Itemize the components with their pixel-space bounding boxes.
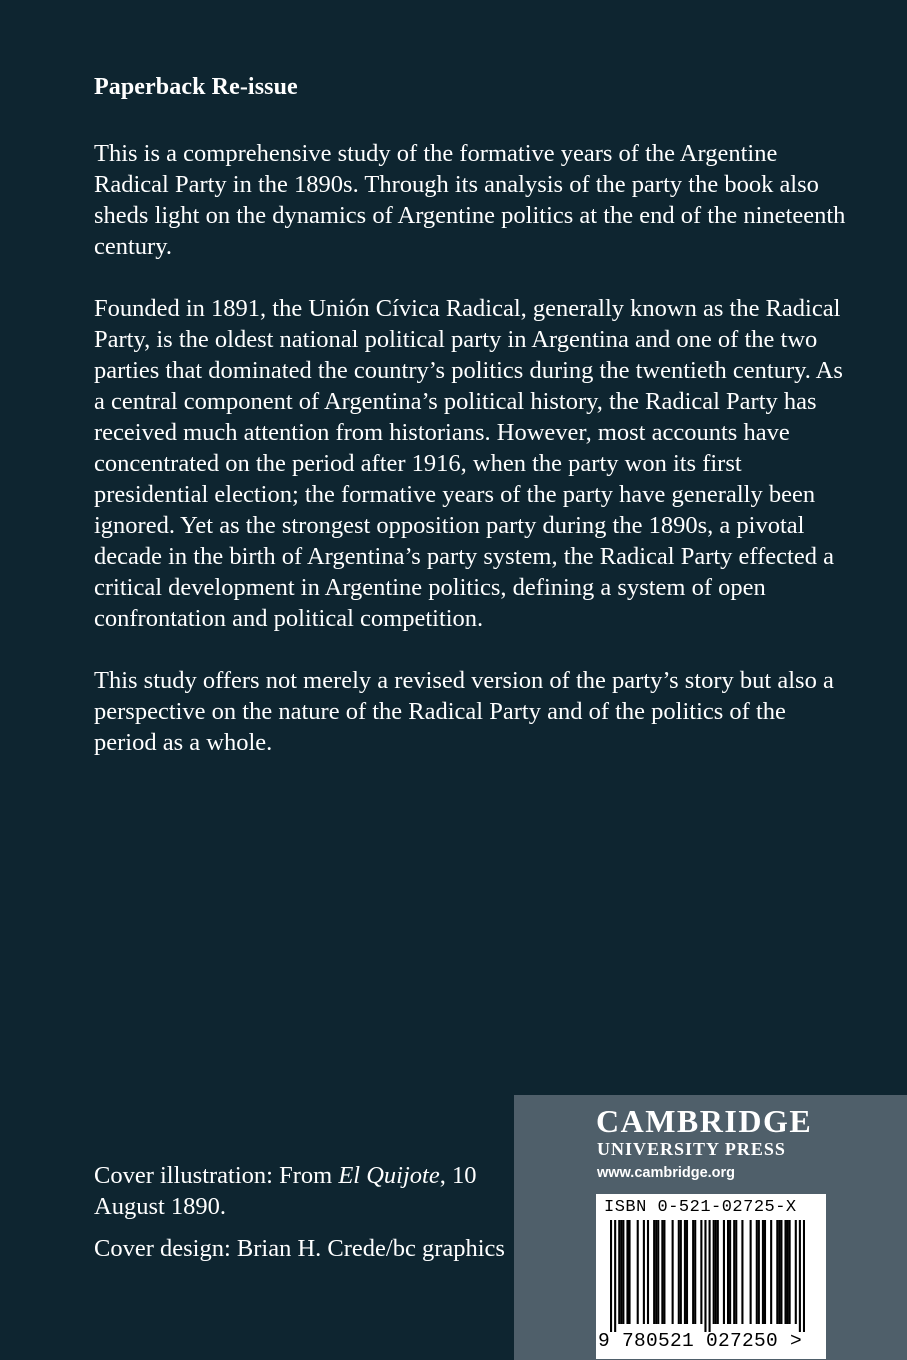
barcode-graphic [610,1220,805,1332]
publisher-logo-press: UNIVERSITY PRESS [597,1139,786,1159]
barcode-bar [764,1220,766,1324]
barcode-bar [723,1220,725,1324]
barcode-bar [733,1220,735,1324]
barcode-bar [762,1220,764,1324]
design-credit: Cover design: Brian H. Crede/bc graphics [94,1235,505,1262]
illustration-credit-suffix: , 10 August 1890. [94,1162,477,1220]
barcode-bar [750,1220,752,1324]
barcode-bar [628,1220,630,1324]
barcode-bar [795,1220,797,1324]
barcode-bar [735,1220,737,1324]
publisher-url: www.cambridge.org [597,1165,736,1181]
barcode-bar [780,1220,782,1324]
barcode-bar [715,1220,717,1324]
illustration-credit [94,1160,514,1222]
publisher-panel [514,1095,907,1360]
barcode-bar [686,1220,688,1324]
barcode-bar [672,1220,674,1324]
blurb [94,138,854,789]
barcode-bar [622,1220,624,1324]
barcode-bar [729,1220,731,1324]
barcode-bar [684,1220,686,1324]
illustration-credit-prefix: Cover illustration: From [94,1162,339,1189]
barcode-bar [618,1220,620,1324]
barcode-box [596,1194,826,1359]
barcode-bar [663,1220,665,1324]
barcode-bar [756,1220,758,1324]
barcode-bar [655,1220,657,1324]
barcode-bar [647,1220,649,1324]
barcode-bar [620,1220,622,1324]
cover-credits [94,1160,514,1275]
barcode-bar [700,1220,702,1324]
barcode-bar [778,1220,780,1324]
barcode-bar [653,1220,655,1324]
edition-label: Paperback Re-issue [94,74,298,100]
blurb-paragraph-3: This study offers not merely a revised version of the party’s story but also a perspective on the nature of the Radical Party and of the politics of the period as a whole. [94,667,834,756]
barcode-bar [758,1220,760,1324]
barcode-bar [741,1220,743,1324]
barcode-bar [713,1220,715,1324]
barcode-bar [614,1220,616,1332]
barcode-bar [787,1220,789,1324]
barcode-bar [789,1220,791,1324]
ean-digits: 9 780521 027250 > [598,1330,803,1352]
barcode-bar [626,1220,628,1324]
barcode-bar [678,1220,680,1324]
barcode-bar [717,1220,719,1324]
barcode-bar [680,1220,682,1324]
barcode-bars [610,1220,805,1332]
barcode-bar [770,1220,772,1324]
barcode-bar [637,1220,639,1324]
barcode-bar [709,1220,711,1332]
barcode-bar [610,1220,612,1332]
blurb-paragraph-1: This is a comprehensive study of the formative years of the Argentine Radical Party in the 1890s. Through its analysis of the party the book also sheds light on the dynamics of Argentine politics at the end of the nineteenth century. [94,140,846,260]
barcode-bar [692,1220,694,1324]
blurb-paragraph-2: Founded in 1891, the Unión Cívica Radical, generally known as the Radical Party, is the oldest national political party in Argentina and one of the two parties that dominated the country’s politics during the twentieth century. As a central component of Argentina’s political history, the Radical Party has received much attention from historians. However, most accounts have concentrated on the period after 1916, when the party won its first presidential election; the formative years of the party have generally been ignored. Yet as the strongest opposition party during the 1890s, a pivotal decade in the birth of Argentina’s party system, the Radical Party effected a critical development in Argentine politics, defining a system of open confrontation and political competition. [94,295,843,632]
barcode-bar [643,1220,645,1324]
barcode-bar [661,1220,663,1324]
barcode-bar [704,1220,706,1332]
barcode-bar [799,1220,801,1332]
barcode-bar [784,1220,786,1324]
illustration-source: El Quijote [338,1162,440,1189]
barcode-bar [776,1220,778,1324]
publisher-logo-name: CAMBRIDGE [596,1103,813,1139]
isbn-label: ISBN 0-521-02725-X [604,1198,797,1217]
barcode-bar [727,1220,729,1324]
barcode-bar [803,1220,805,1332]
barcode-bar [694,1220,696,1324]
barcode-bar [657,1220,659,1324]
